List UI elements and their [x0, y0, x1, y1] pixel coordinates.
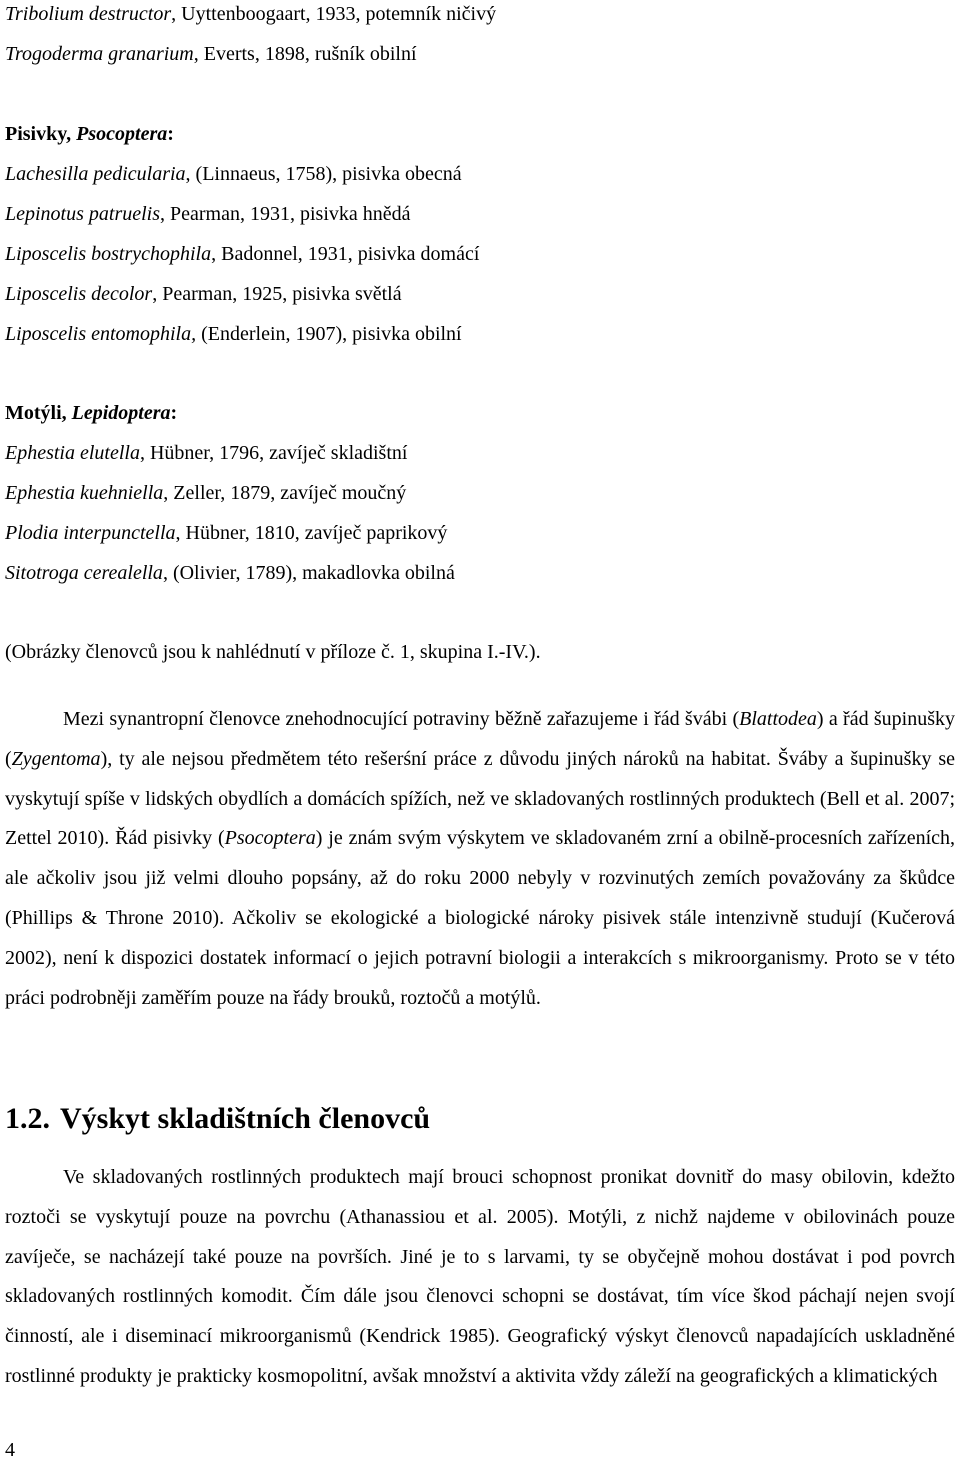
species-line: Plodia interpunctella, Hübner, 1810, zavíječ paprikový [5, 522, 448, 544]
species-line: Liposcelis bostrychophila, Badonnel, 1931, pisivka domácí [5, 243, 480, 265]
species-line: Ephestia elutella, Hübner, 1796, zavíječ skladištní [5, 442, 408, 464]
group-heading-psocoptera: Pisivky, Psocoptera: [5, 123, 174, 145]
species-line: Lachesilla pedicularia, (Linnaeus, 1758), pisivka obecná [5, 163, 462, 185]
body-paragraph: Mezi synantropní členovce znehodnocující potraviny běžně zařazujeme i řád švábi (Blattodea) a řád šupinušky (Zygentoma), ty ale nejsou předmětem této rešerśní práce z důvodu jiných nároků na habitat. Šváby a šupinušky se vyskytují spíše v lidských obydlích a domácích spížích, než ve skladovaných rostlinných produktech (Bell et al. 2007; Zettel 2010). Řád pisivky (Psocoptera) je znám svým výskytem ve skladovaném zrní a obilně-procesních zařízeních, ale ačkoliv jsou již velmi dlouho popsány, až do roku 2000 nebyly v rozvinutých zemích považovány za škůdce (Phillips & Throne 2010). Ačkoliv se ekologické a biologické nároky pisivek stále intenzivně studují (Kučerová 2002), není k dispozici dostatek informací o jejich potravní biologii a interakcích s mikroorganismy. Proto se v této práci podrobněji zaměřím pouze na řády brouků, roztočů a motýlů. [5, 708, 956, 1009]
species-line: Lepinotus patruelis, Pearman, 1931, pisivka hnědá [5, 203, 411, 225]
species-line: Liposcelis decolor, Pearman, 1925, pisivka světlá [5, 283, 402, 305]
species-line: Tribolium destructor, Uyttenboogaart, 1933, potemník ničivý [5, 3, 497, 25]
body-paragraph: Ve skladovaných rostlinných produktech mají brouci schopnost pronikat dovnitř do masy obilovin, kdežto roztoči se vyskytují pouze na povrchu (Athanassiou et al. 2005). Motýli, z nichž najdeme v obilovinách pouze zavíječe, se nacházejí také pouze na površích. Jiné je to s larvami, ty se obyčejně mohou dostávat i pod povrch skladovaných rostlinných komodit. Čím dále jsou členovci schopni se dostávat, tím více škod páchají nejen svojí činností, ale i diseminací mikroorganismů (Kendrick 1985). Geografický výskyt členovců napadajících uskladněné rostlinné produkty je prakticky kosmopolitní, avšak množství a aktivita vždy záleží na geografických a klimatických [5, 1166, 955, 1387]
species-line: Trogoderma granarium, Everts, 1898, rušník obilní [5, 43, 417, 65]
species-line: Ephestia kuehniella, Zeller, 1879, zavíječ moučný [5, 482, 407, 504]
species-line: Liposcelis entomophila, (Enderlein, 1907), pisivka obilní [5, 323, 462, 345]
species-line: Sitotroga cerealella, (Olivier, 1789), makadlovka obilná [5, 562, 455, 584]
group-heading-lepidoptera: Motýli, Lepidoptera: [5, 402, 178, 424]
figure-note: (Obrázky členovců jsou k nahlédnutí v příloze č. 1, skupina I.-IV.). [5, 641, 541, 663]
page-number: 4 [5, 1439, 15, 1461]
section-heading: 1.2. Výskyt skladištních členovců [5, 1102, 431, 1135]
